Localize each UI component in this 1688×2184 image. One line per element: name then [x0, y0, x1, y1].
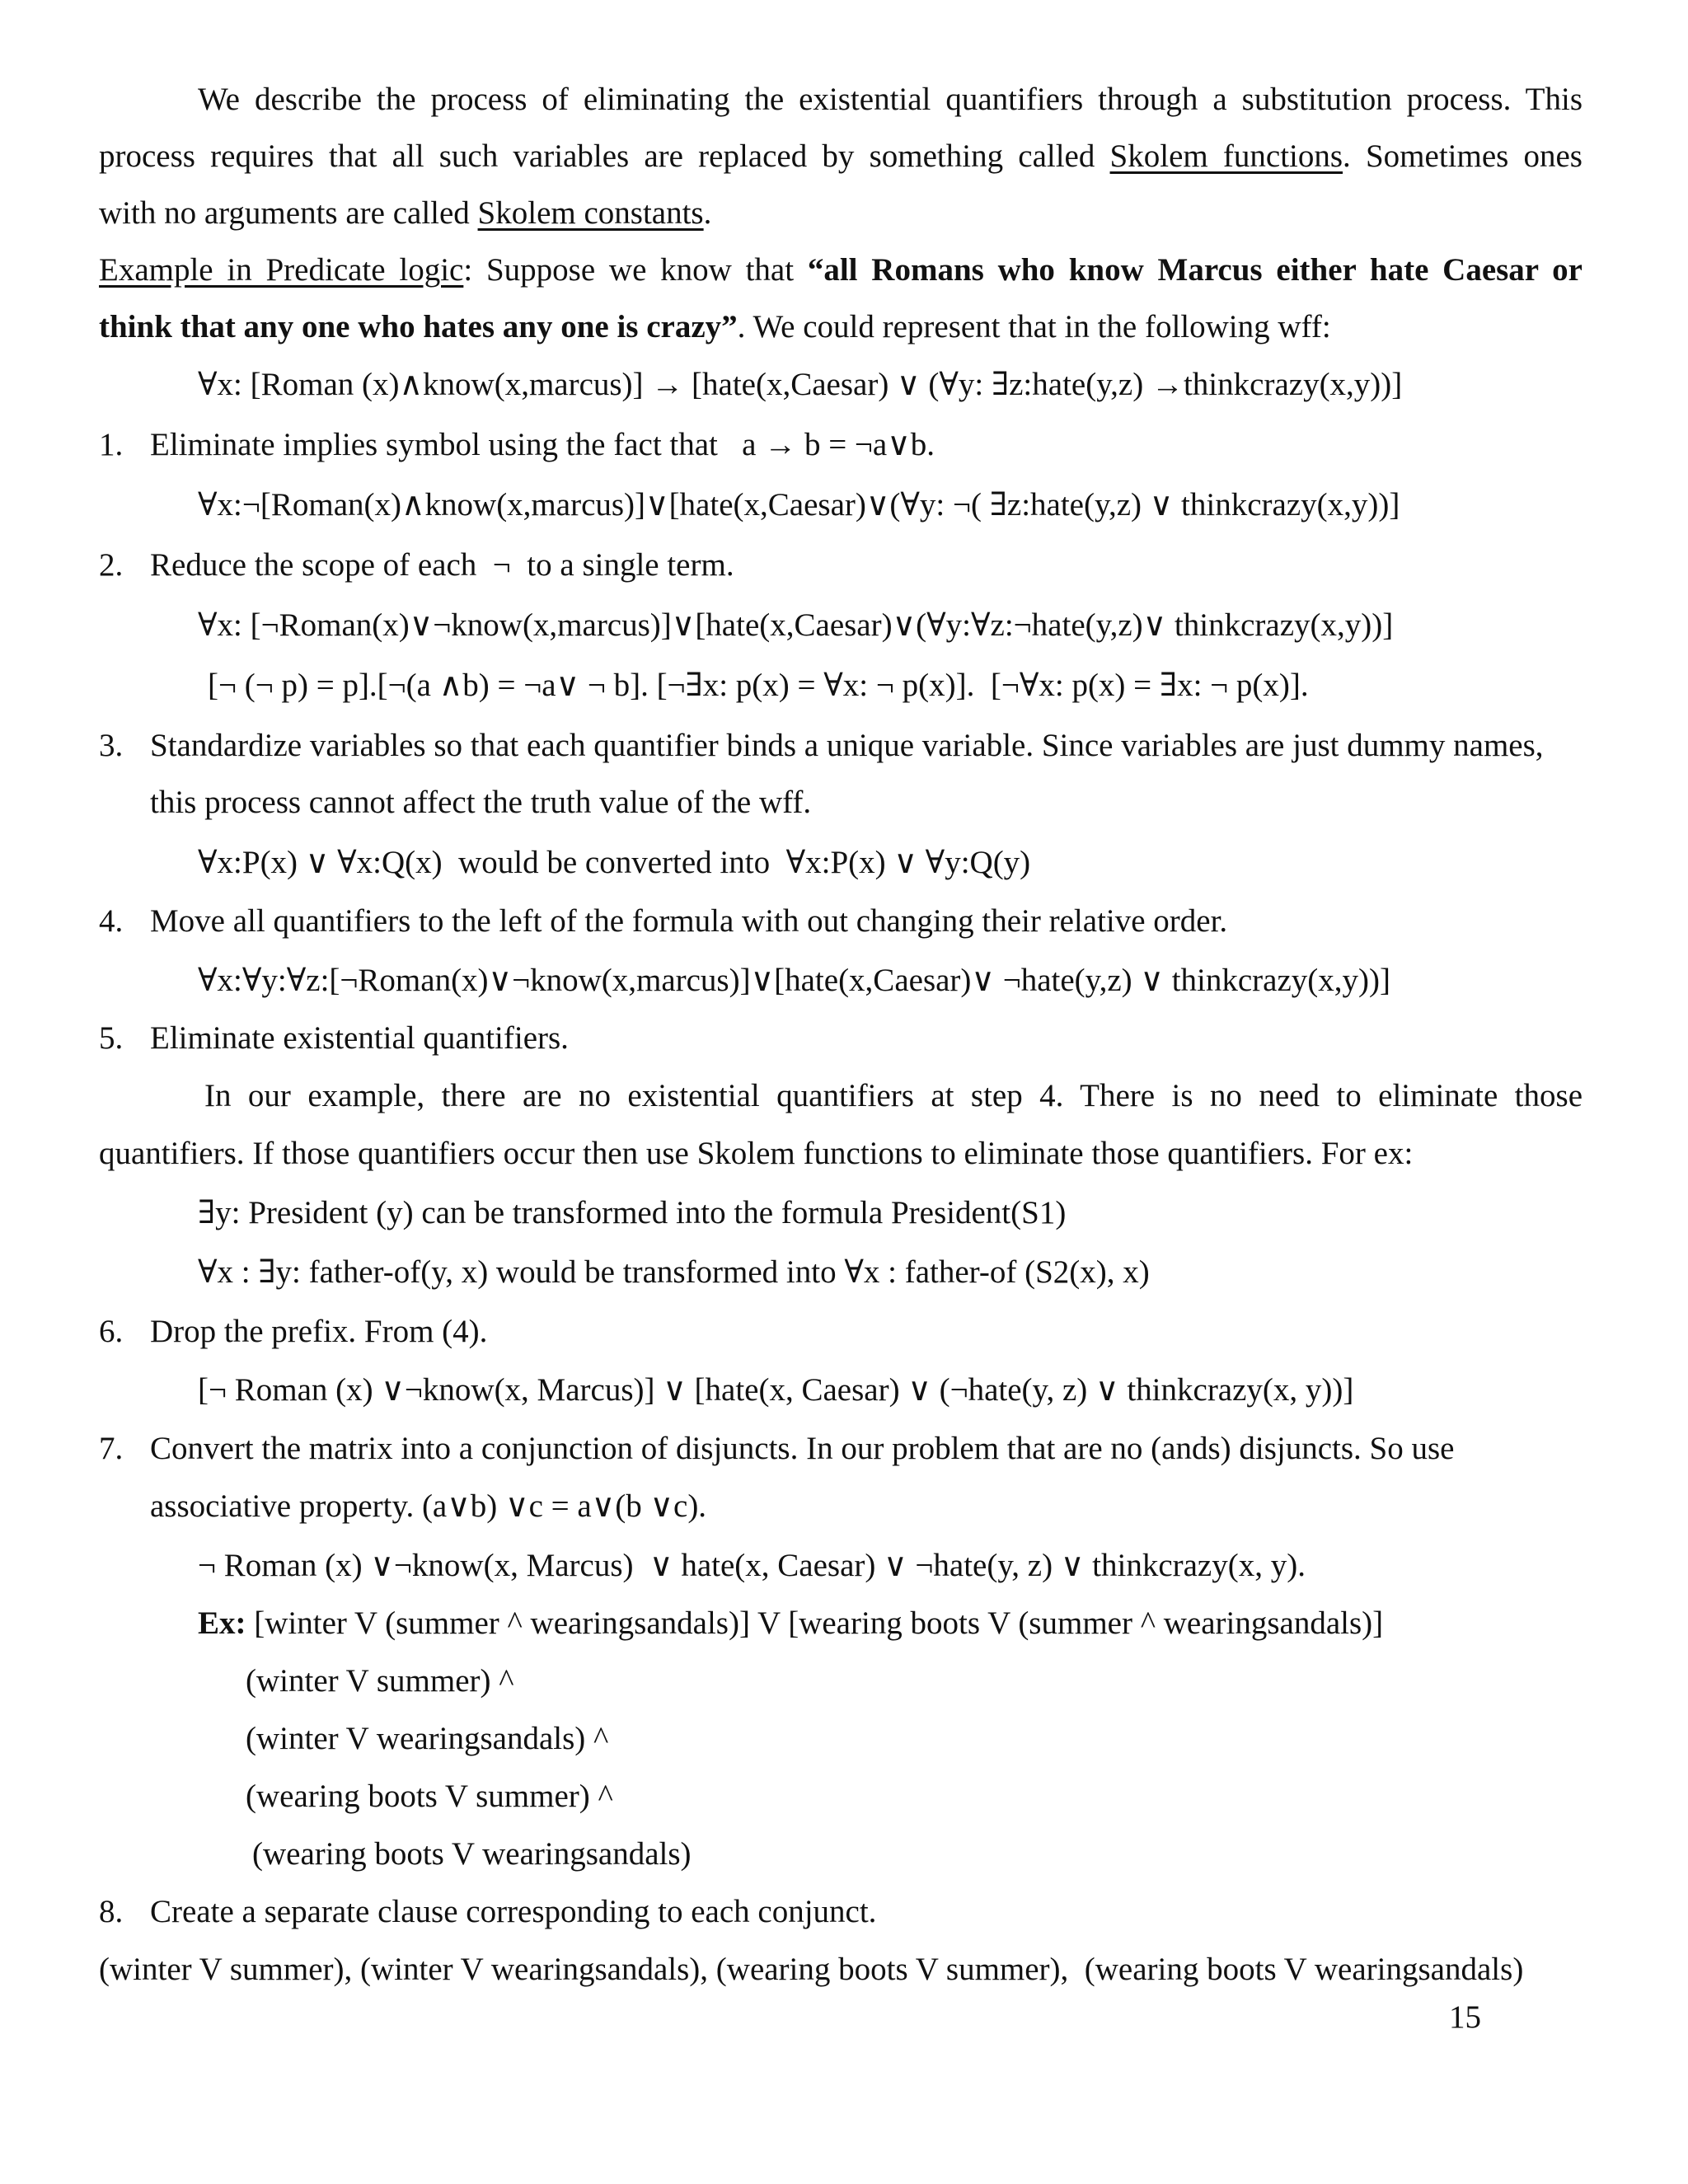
step-7-conjunct-3: (wearing boots V summer) ^ [246, 1779, 613, 1814]
page-number: 15 [1449, 1999, 1481, 2035]
step-1-formula: ∀x:¬[Roman(x)∧know(x,marcus)]∨[hate(x,Caesar)∨(∀y: ¬( ∃z:hate(y,z) ∨ thinkcrazy(x,y))] [198, 487, 1400, 523]
step-5-para-1: In our example, there are no existential quantifiers at step 4. There is no need to eliminate those [204, 1078, 1582, 1113]
skolem-functions-term: Skolem functions [1109, 138, 1343, 174]
step-6-formula: [¬ Roman (x) ∨¬know(x, Marcus)] ∨ [hate(x, Caesar) ∨ (¬hate(y, z) ∨ thinkcrazy(x, y))] [198, 1372, 1354, 1408]
example-wff: ∀x: [Roman (x)∧know(x,marcus)] → [hate(x,Caesar) ∨ (∀y: ∃z:hate(y,z) →thinkcrazy(x,y))] [198, 367, 1403, 402]
step-3: 3. Standardize variables so that each quantifier binds a unique variable. Since variables are just dummy names, [99, 728, 1544, 763]
step-7-conjunct-2: (winter V wearingsandals) ^ [246, 1721, 609, 1756]
skolem-constants-term: Skolem constants [477, 195, 704, 231]
step-5-example-2: ∀x : ∃y: father-of(y, x) would be transformed into ∀x : father-of (S2(x), x) [198, 1254, 1150, 1290]
step-5: 5. Eliminate existential quantifiers. [99, 1020, 569, 1056]
intro-line-1: We describe the process of eliminating the existential quantifiers through a substitution process. This [198, 82, 1582, 117]
example-line-2: think that any one who hates any one is crazy”. We could represent that in the following wff: [99, 309, 1331, 344]
step-3-formula: ∀x:P(x) ∨ ∀x:Q(x) would be converted into ∀x:P(x) ∨ ∀y:Q(y) [198, 845, 1031, 880]
step-7: 7. Convert the matrix into a conjunction of disjuncts. In our problem that are no (ands) disjuncts. So use [99, 1431, 1455, 1466]
step-7-example: Ex: [winter V (summer ^ wearingsandals)] V [wearing boots V (summer ^ wearingsandals)] [198, 1605, 1384, 1641]
step-7-cont: associative property. (a∨b) ∨c = a∨(b ∨c). [150, 1488, 707, 1524]
step-7-conjunct-1: (winter V summer) ^ [246, 1663, 514, 1699]
step-4-formula: ∀x:∀y:∀z:[¬Roman(x)∨¬know(x,marcus)]∨[hate(x,Caesar)∨ ¬hate(y,z) ∨ thinkcrazy(x,y))] [198, 963, 1390, 998]
step-5-para-2: quantifiers. If those quantifiers occur then use Skolem functions to eliminate those quantifiers. For ex: [99, 1136, 1414, 1171]
step-8-clauses: (winter V summer), (winter V wearingsandals), (wearing boots V summer), (wearing boots V wearingsandals) [99, 1952, 1524, 1987]
example-label: Example in Predicate logic [99, 252, 464, 288]
step-5-example-1: ∃y: President (y) can be transformed into the formula President(S1) [198, 1195, 1067, 1230]
step-3-cont: this process cannot affect the truth value of the wff. [150, 785, 812, 820]
step-2-rules: [¬ (¬ p) = p].[¬(a ∧b) = ¬a∨ ¬ b]. [¬∃x: p(x) = ∀x: ¬ p(x)]. [¬∀x: p(x) = ∃x: ¬ p(x)]. [208, 668, 1309, 703]
intro-line-2: process requires that all such variables are replaced by something called Skolem functions. Sometimes ones [99, 138, 1582, 174]
step-1: 1. Eliminate implies symbol using the fact that a → b = ¬a∨b. [99, 427, 935, 462]
step-7-conjunct-4: (wearing boots V wearingsandals) [252, 1836, 692, 1872]
step-8: 8. Create a separate clause corresponding to each conjunct. [99, 1894, 877, 1929]
step-2: 2. Reduce the scope of each ¬ to a single term. [99, 547, 734, 583]
intro-line-3: with no arguments are called Skolem constants. [99, 195, 712, 231]
step-2-formula: ∀x: [¬Roman(x)∨¬know(x,marcus)]∨[hate(x,Caesar)∨(∀y:∀z:¬hate(y,z)∨ thinkcrazy(x,y))] [198, 607, 1394, 643]
step-4: 4. Move all quantifiers to the left of the formula with out changing their relative order. [99, 903, 1228, 939]
step-6: 6. Drop the prefix. From (4). [99, 1314, 488, 1349]
example-line-1: Example in Predicate logic: Suppose we know that “all Romans who know Marcus either hate Caesar or [99, 252, 1582, 288]
step-7-formula: ¬ Roman (x) ∨¬know(x, Marcus) ∨ hate(x, Caesar) ∨ ¬hate(y, z) ∨ thinkcrazy(x, y). [198, 1548, 1306, 1583]
